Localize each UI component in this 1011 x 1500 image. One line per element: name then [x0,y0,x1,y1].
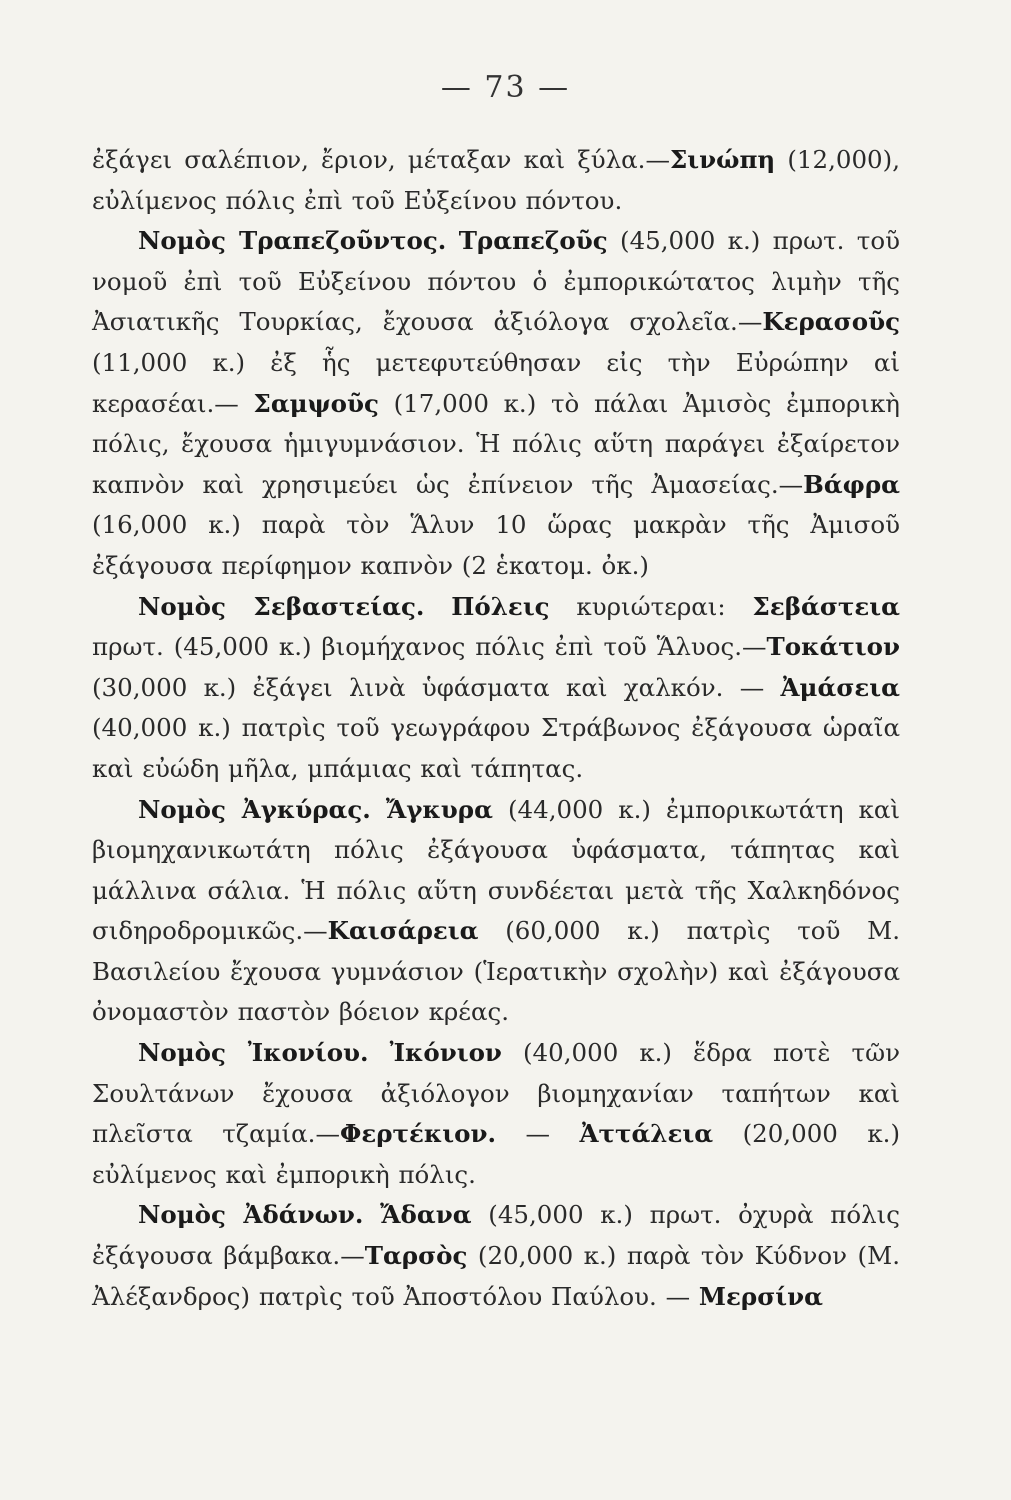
paragraph-p6 [92,1195,900,1317]
text-run: (20,000 κ.) παρὰ τὸν Κύδνον (Μ. Ἀλέξανδρος) πατρὶς τοῦ Ἀποστόλου Παύλου. — [92,1241,900,1311]
bold-term: Μερσίνα [698,1281,823,1311]
text-run: κυριώτεραι: [549,591,753,621]
text-run: (16,000 κ.) παρὰ τὸν Ἅλυν 10 ὥρας μακρὰν τῆς Ἀμισοῦ ἐξάγουσα περίφημον καπνὸν (2 ἑκατομ. ὀκ.) [92,510,900,580]
bold-term: Καισάρεια [327,916,479,946]
paragraph-p3 [92,587,900,790]
text-run [424,592,451,621]
text-run: (20,000 κ.) εὐλίμενος καὶ ἐμπορικὴ πόλις. [92,1119,901,1189]
bold-term: Νομὸς Σεβαστείας. [138,591,425,621]
paragraph-p4 [92,790,900,1034]
bold-term: Νομὸς Ἰκονίου. [138,1038,369,1068]
bold-term: Τοκάτιον [766,632,900,662]
text-run: πρωτ. (45,000 κ.) βιομήχανος πόλις ἐπὶ τοῦ Ἅλυος.— [92,632,767,662]
bold-term: Ἄδανα [380,1200,472,1230]
bold-term: Νομὸς Ἀδάνων. [138,1200,364,1230]
paragraph-p5 [92,1033,900,1195]
text-run: (40,000 κ.) ἕδρα ποτὲ τῶν Σουλτάνων ἔχουσα ἀξιόλογον βιομηχανίαν ταπήτων καὶ πλεῖστα τζαμία.— [92,1038,900,1149]
paragraph-p2 [92,221,900,586]
text-run: (17,000 κ.) τὸ πάλαι Ἀμισὸς ἐμπορικὴ πόλις, ἔχουσα ἡμιγυμνάσιον. Ἡ πόλις αὕτη παράγει ἐξαίρετον καπνὸν καὶ χρησιμεύει ὡς ἐπίνειον τῆς Ἀμασείας.— [92,388,900,499]
text-run: (30,000 κ.) ἐξάγει λινὰ ὑφάσματα καὶ χαλκόν. — [92,672,781,702]
bold-term: Βάφρα [803,469,900,499]
text-run: — [495,1119,580,1149]
bold-term: Ἀμάσεια [780,672,900,702]
bold-term: Φερτέκιον. [339,1119,496,1149]
bold-term: Κερασοῦς [762,307,900,337]
bold-term: Ἀττάλεια [579,1119,714,1149]
bold-term: Σινώπη [669,145,776,174]
text-run: (44,000 κ.) ἐμπορικωτάτη καὶ βιομηχανικωτάτη πόλις ἐξάγουσα ὑφάσματα, τάπητας καὶ μάλλινα σάλια. Ἡ πόλις αὕτη συνδέεται μετὰ τῆς Χαλκηδόνος σιδηροδρομικῶς.— [92,794,900,946]
text-run: (40,000 κ.) πατρὶς τοῦ γεωγράφου Στράβωνος ἐξάγουσα ὡραῖα καὶ εὐώδη μῆλα, μπάμιας καὶ τάπητας. [92,713,900,783]
bold-term: Νομὸς Τραπεζοῦντος. [138,226,447,256]
text-run: (45,000 κ.) πρωτ. τοῦ νομοῦ ἐπὶ τοῦ Εὐξείνου πόντου ὁ ἐμπορικώτατος λιμὴν τῆς Ἀσιατικῆς Τουρκίας, ἔχουσα ἀξιόλογα σχολεῖα.— [92,226,900,337]
bold-term: Ταρσὸς [364,1241,468,1271]
bold-term: Σαμψοῦς [253,388,379,418]
text-run [371,795,386,824]
bold-term: Τραπεζοῦς [458,226,608,256]
text-run: ἐξάγει σαλέπιον, ἔριον, μέταξαν καὶ ξύλα.— [92,145,670,174]
text-run [369,1038,390,1067]
text-run: (45,000 κ.) πρωτ. ὀχυρὰ πόλις ἐξάγουσα βάμβακα.— [92,1200,900,1271]
bold-term: Πόλεις [451,591,550,621]
page-number: — 73 — [440,70,571,105]
paragraph-p1 [92,140,900,221]
text-run [446,226,458,255]
text-run: (11,000 κ.) ἐξ ἧς μετεφυτεύθησαν εἰς τὴν Εὐρώπην αἱ κερασέαι.— [92,347,900,418]
bold-term: Νομὸς Ἀγκύρας. [138,794,371,824]
bold-term: Ἄγκυρα [385,794,493,824]
text-run: (12,000), εὐλίμενος πόλις ἐπὶ τοῦ Εὐξείνου πόντου. [92,145,900,215]
bold-term: Ἰκόνιον [389,1038,502,1068]
text-run [363,1200,380,1229]
bold-term: Σεβάστεια [752,591,900,621]
body-text [92,140,900,1317]
text-run: (60,000 κ.) πατρὶς τοῦ Μ. Βασιλείου ἔχουσα γυμνάσιον (Ἱερατικὴν σχολὴν) καὶ ἐξάγουσα ὀνομαστὸν παστὸν βόειον κρέας. [92,916,900,1027]
